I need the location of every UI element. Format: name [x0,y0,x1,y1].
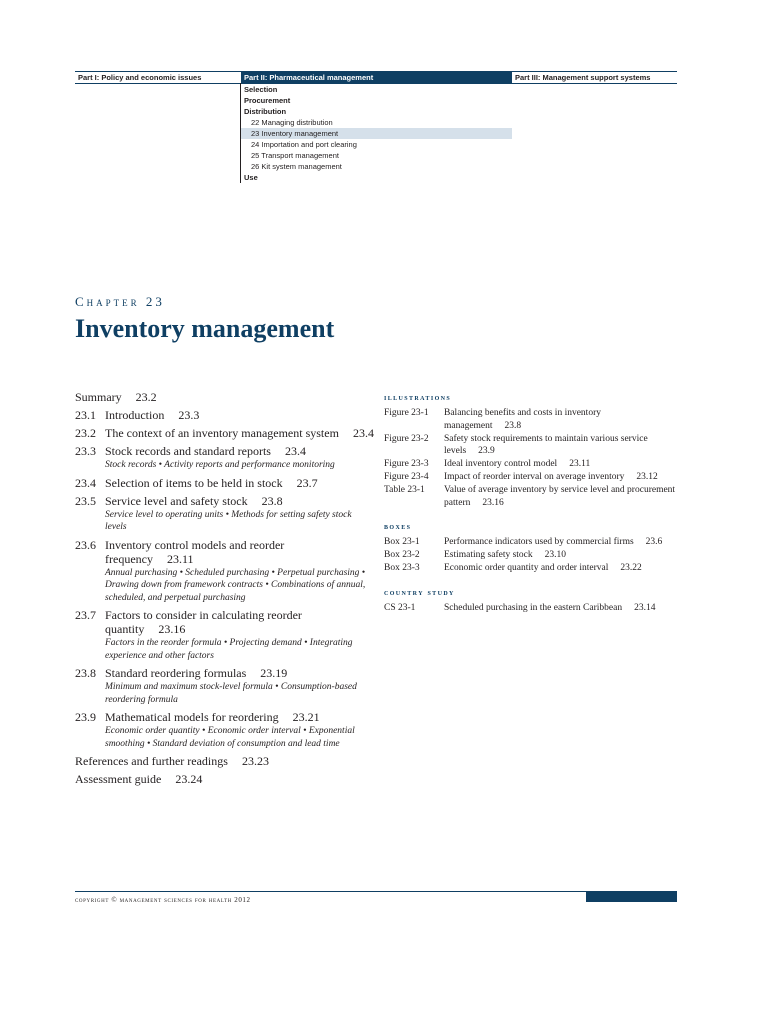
toc-line [75,494,375,508]
toc-entry[interactable] [75,538,375,605]
toc-title-text: Inventory control models and reorder frequency [105,537,285,566]
toc-title-text: Selection of items to be held in stock [105,475,283,490]
item-page-number: 23.11 [569,459,591,469]
item-page-number: 23.16 [482,497,504,508]
toc-title [75,754,375,768]
toc-subtopics: Factors in the reorder formula • Projecting demand • Integrating experience and other factors [105,638,353,661]
toc-title-text: Introduction [105,408,165,422]
toc-title-text: Factors to consider in calculating reorder quantity [105,608,302,636]
item-title-text: Impact of reorder interval on average inventory [444,472,625,482]
footer-bar [586,891,677,902]
toc-entry[interactable] [75,754,375,768]
toc-number: 23.3 [75,444,96,458]
toc-entry[interactable] [75,444,375,472]
toc-number: 23.2 [75,426,96,440]
toc-page-number: 23.23 [241,754,269,768]
item-page-number: 23.6 [645,537,663,547]
item-title-text: Balancing benefits and costs in inventory management [444,408,601,431]
toc-title-text: Assessment guide [75,772,162,786]
illustrations-heading: illustrations [384,392,452,402]
item-label: Box 23-2 [384,550,420,560]
toc-title [105,608,375,636]
toc-entry[interactable] [75,608,375,662]
toc-line [75,390,375,404]
list-item[interactable] [384,549,684,562]
item-title-text: Estimating safety stock [444,550,533,560]
toc-entry[interactable] [75,476,375,490]
illustrations-list [384,407,684,509]
nav-item[interactable]: 24 Importation and port clearing [251,140,357,149]
toc-page-number: 23.24 [175,772,203,786]
toc-number: 23.5 [75,493,96,508]
item-title [444,471,684,484]
toc-line [75,408,375,422]
item-title [444,536,684,549]
nav-item[interactable]: Procurement [244,96,291,105]
supplementary-lists [384,392,684,626]
toc-title [105,710,375,724]
nav-part-1[interactable]: Part I: Policy and economic issues [78,73,202,82]
list-item[interactable] [384,458,684,471]
toc-line [75,476,375,490]
toc-subtopics: Stock records • Activity reports and performance monitoring [105,460,335,470]
toc-title-text: Service level and safety stock [105,493,248,508]
nav-section-list [241,84,512,183]
toc-subtopics: Minimum and maximum stock-level formula • Consumption-based reordering formula [105,682,357,705]
toc-subtopics: Economic order quantity • Economic order interval • Exponential smoothing • Standard deviation of consumption and lead time [105,726,355,749]
nav-part-2[interactable]: Part II: Pharmaceutical management [241,72,512,83]
item-title-text: Value of average inventory by service level and procurement pattern [444,485,676,508]
toc-line [75,444,375,458]
toc-entry[interactable] [75,494,375,534]
toc-page-number: 23.4 [284,444,306,458]
chapter-label: Chapter 23 [75,294,165,309]
toc-title-text: The context of an inventory management system [105,426,339,440]
item-title [444,407,684,432]
toc-number: 23.9 [75,710,96,724]
copyright-footer: copyright © management sciences for health 2012 [75,896,251,904]
chapter-contents [75,390,375,790]
item-title [444,484,684,509]
item-title-text: Safety stock requirements to maintain various service levels [444,433,648,456]
toc-entry[interactable] [75,710,375,750]
toc-line [75,608,375,636]
toc-page-number: 23.11 [166,551,194,566]
item-title [444,549,684,562]
toc-page-number: 23.8 [261,493,283,508]
toc-title-text: Mathematical models for reordering [105,710,279,724]
toc-title [105,444,375,458]
toc-entry[interactable] [75,426,375,440]
item-label: Figure 23-1 [384,408,429,418]
item-label: Box 23-1 [384,537,420,547]
toc-entry[interactable] [75,390,375,404]
nav-item[interactable]: 23 Inventory management [241,128,512,139]
toc-entry[interactable] [75,772,375,786]
toc-title-text: Stock records and standard reports [105,444,271,458]
item-page-number: 23.22 [620,563,642,573]
list-item[interactable] [384,484,684,509]
nav-item[interactable]: Use [244,173,258,182]
item-label: Figure 23-2 [384,433,429,444]
toc-title-text: Summary [75,390,122,404]
toc-number: 23.6 [75,537,96,552]
list-item[interactable] [384,433,684,458]
list-item[interactable] [384,407,684,432]
toc-title [105,538,375,566]
toc-number: 23.1 [75,408,96,422]
toc-line [75,710,375,724]
item-title [444,602,684,615]
country-study-list [384,602,684,615]
item-page-number: 23.12 [636,472,658,482]
toc-page-number: 23.2 [135,390,157,404]
item-title-text: Ideal inventory control model [444,459,558,469]
list-item[interactable] [384,562,684,575]
toc-page-number: 23.4 [352,426,374,440]
nav-part-3[interactable]: Part III: Management support systems [515,73,651,82]
nav-item[interactable]: 26 Kit system management [251,162,342,171]
item-title [444,433,684,458]
toc-title [105,666,375,680]
item-page-number: 23.10 [544,550,567,560]
country-study-section [384,587,684,615]
toc-line [75,754,375,768]
item-label: Table 23-1 [384,485,425,495]
toc-number: 23.7 [75,608,96,622]
item-label: CS 23-1 [384,602,416,613]
toc-title [105,408,375,422]
toc-page-number: 23.7 [296,475,318,490]
nav-item[interactable]: Selection [244,85,278,94]
toc-title-text: Standard reordering formulas [105,666,247,680]
boxes-list [384,536,684,575]
boxes-heading: boxes [384,521,412,531]
item-label: Figure 23-3 [384,459,429,469]
toc-line [75,538,375,566]
toc-page-number: 23.16 [158,622,186,636]
boxes-section [384,521,684,575]
toc-entry[interactable] [75,408,375,422]
toc-subtopics: Annual purchasing • Scheduled purchasing • Perpetual purchasing • Drawing down from framework contracts • Combinations of annual, scheduled, and perpetual purchasing [105,567,366,603]
toc-page-number: 23.3 [178,408,200,422]
illustrations-section [384,392,684,509]
item-title [444,562,684,575]
toc-line [75,426,375,440]
toc-line [75,772,375,786]
country-study-heading: country study [384,586,455,597]
toc-subtopics: Service level to operating units • Methods for setting safety stock levels [105,509,352,532]
toc-entry[interactable] [75,666,375,706]
item-label: Figure 23-4 [384,472,429,482]
item-title-text: Performance indicators used by commercial firms [444,537,634,547]
item-label: Box 23-3 [384,563,420,573]
toc-title [75,772,375,786]
list-item[interactable] [384,536,684,549]
toc-title [105,494,375,508]
item-page-number: 23.8 [504,420,522,431]
nav-item[interactable]: Distribution [244,107,287,116]
toc-title-text: References and further readings [75,754,228,768]
toc-page-number: 23.19 [260,666,288,680]
item-page-number: 23.9 [478,446,495,456]
nav-item[interactable]: 22 Managing distribution [251,118,333,127]
toc-page-number: 23.21 [292,710,320,724]
toc-title [75,390,375,404]
toc-number: 23.4 [75,475,96,490]
toc-number: 23.8 [75,666,96,680]
nav-item[interactable]: 25 Transport management [251,151,339,160]
list-item[interactable] [384,602,684,615]
item-page-number: 23.14 [634,602,656,613]
chapter-title: Inventory management [75,314,335,343]
list-item[interactable] [384,471,684,484]
item-title-text: Economic order quantity and order interval [444,563,609,573]
item-title-text: Scheduled purchasing in the eastern Caribbean [444,602,623,613]
toc-title [105,426,375,440]
toc-title [105,476,375,490]
toc-line [75,666,375,680]
item-title [444,458,684,471]
